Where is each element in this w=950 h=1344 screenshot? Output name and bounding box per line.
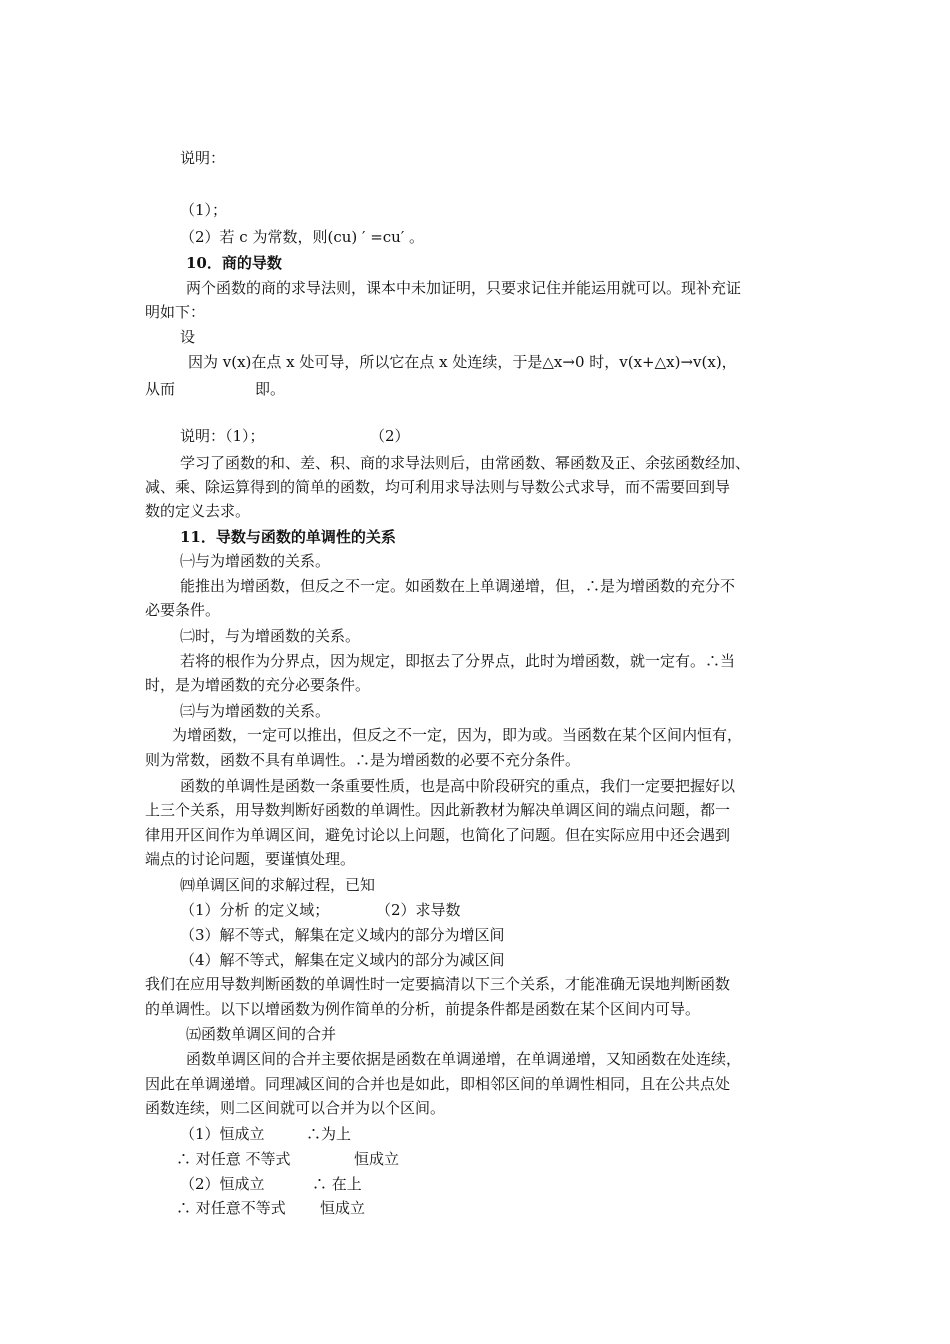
text-line: ∴ 在上 xyxy=(312,1175,362,1193)
text-line: 为增函数，一定可以推出，但反之不一定，因为，即为或。当函数在某个区间内恒有， xyxy=(172,726,743,744)
text-line: 的单调性。以下以增函数为例作简单的分析，前提条件都是函数在某个区间内可导。 xyxy=(145,1000,701,1018)
text-line: 从而 xyxy=(145,380,176,398)
text-line: 律用开区间作为单调区间，避免讨论以上问题，也简化了问题。但在实际应用中还会遇到 xyxy=(145,826,731,844)
text-line: 函数的单调性是函数一条重要性质，也是高中阶段研究的重点，我们一定要把握好以 xyxy=(180,777,736,795)
text-line: 上三个关系，用导数判断好函数的单调性。因此新教材为解决单调区间的端点问题，都一 xyxy=(145,801,731,819)
text-line: 两个函数的商的求导法则，课本中未加证明，只要求记住并能运用就可以。现补充证 xyxy=(186,279,742,297)
text-line: 若将的根作为分界点，因为规定，即抠去了分界点，此时为增函数，就一定有。∴当 xyxy=(180,652,736,670)
text-line: 能推出为增函数，但反之不一定。如函数在上单调递增，但，∴是为增函数的充分不 xyxy=(180,577,736,595)
text-line: 函数单调区间的合并主要依据是函数在单调递增，在单调递增，又知函数在处连续， xyxy=(186,1050,742,1068)
text-line: （2） xyxy=(370,427,410,445)
text-line: （2）恒成立 xyxy=(180,1175,265,1193)
text-line: 明如下： xyxy=(145,303,206,321)
section-heading: 11．导数与函数的单调性的关系 xyxy=(180,528,396,546)
text-line: 学习了函数的和、差、积、商的求导法则后，由常函数、幂函数及正、余弦函数经加、 xyxy=(180,454,751,472)
text-line: ㈡时，与为增函数的关系。 xyxy=(180,627,361,645)
text-line: 说明：（1）； xyxy=(180,427,265,445)
text-line: 即。 xyxy=(255,380,286,398)
text-line: （1）分析 的定义域； xyxy=(180,901,330,919)
text-line: ∴为上 xyxy=(306,1125,352,1143)
text-line: 则为常数，函数不具有单调性。∴是为增函数的必要不充分条件。 xyxy=(145,751,581,769)
section-heading: 10．商的导数 xyxy=(186,254,282,272)
text-line: ∴ 对任意 不等式 xyxy=(176,1150,291,1168)
text-line: 恒成立 xyxy=(354,1150,400,1168)
text-line: 因此在单调递增。同理减区间的合并也是如此，即相邻区间的单调性相同，且在公共点处 xyxy=(145,1075,731,1093)
text-line: 恒成立 xyxy=(320,1199,366,1217)
text-line: 设 xyxy=(180,328,196,346)
text-line: 因为 v(x)在点 x 处可导，所以它在点 x 处连续，于是△x→0 时，v(x+△x)→v(x)， xyxy=(188,353,737,371)
text-line: 必要条件。 xyxy=(145,601,221,619)
text-line: 我们在应用导数判断函数的单调性时一定要搞清以下三个关系，才能准确无误地判断函数 xyxy=(145,975,731,993)
text-line: 时，是为增函数的充分必要条件。 xyxy=(145,676,371,694)
text-line: （3）解不等式，解集在定义域内的部分为增区间 xyxy=(180,926,505,944)
text-line: ㈤函数单调区间的合并 xyxy=(186,1025,337,1043)
text-line: （2）若 c 为常数，则(cu) ′ =cu′ 。 xyxy=(180,228,424,246)
text-line: （1）恒成立 xyxy=(180,1125,265,1143)
text-line: （4）解不等式，解集在定义域内的部分为减区间 xyxy=(180,951,505,969)
text-line: 减、乘、除运算得到的简单的函数，均可利用求导法则与导数公式求导，而不需要回到导 xyxy=(145,478,731,496)
text-line: 函数连续，则二区间就可以合并为以个区间。 xyxy=(145,1099,446,1117)
text-line: （1）； xyxy=(180,201,228,219)
text-line: ㈢与为增函数的关系。 xyxy=(180,702,331,720)
text-line: （2）求导数 xyxy=(376,901,461,919)
text-line: 说明： xyxy=(180,149,226,167)
text-line: 数的定义去求。 xyxy=(145,502,251,520)
text-line: 端点的讨论问题，要谨慎处理。 xyxy=(145,850,356,868)
text-line: ∴ 对任意不等式 xyxy=(176,1199,286,1217)
text-line: ㈠与为增函数的关系。 xyxy=(180,552,331,570)
text-line: ㈣单调区间的求解过程，已知 xyxy=(180,876,376,894)
